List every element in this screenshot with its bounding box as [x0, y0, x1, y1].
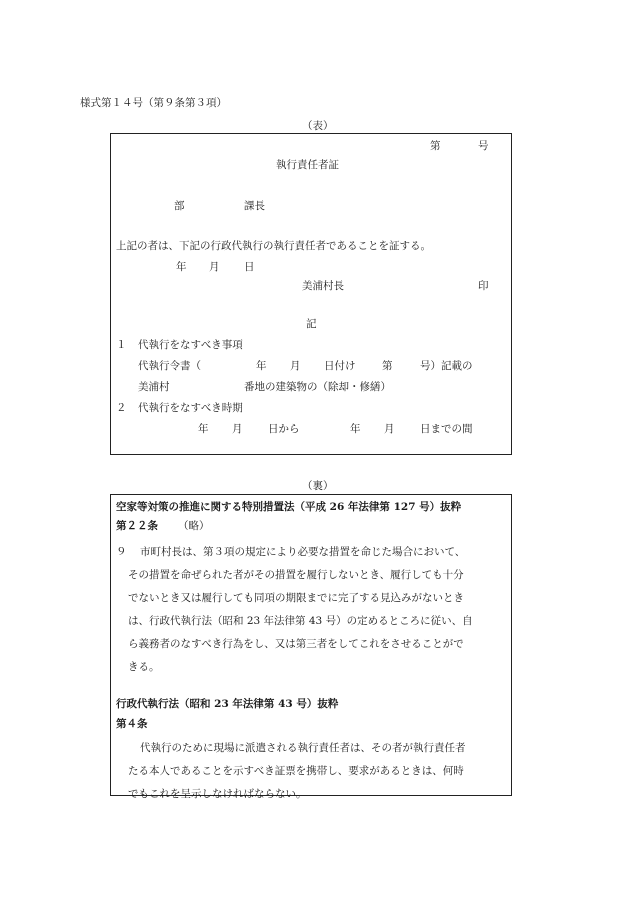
law2-para-line: たる本人であることを示すべき証票を携帯し、要求があるときは、何時 [128, 765, 464, 777]
law2-para-line: 代執行のために現場に派遣される執行責任者は、その者が執行責任者 [140, 742, 466, 754]
number-suffix: 号 [478, 140, 489, 152]
law1-para-line: その措置を命ぜられた者がその措置を履行しないとき、履行しても十分 [128, 569, 464, 581]
date-day: 日 [244, 261, 255, 273]
item1-line1-e: 第 [382, 360, 393, 372]
item1-title: 代執行をなすべき事項 [138, 339, 243, 351]
law1-title: 空家等対策の推進に関する特別措置法（平成 26 年法律第 127 号）抜粋 [116, 501, 462, 513]
item1-line2-a: 美浦村 [138, 381, 170, 393]
item1-number: １ [116, 339, 127, 351]
item2-title: 代執行をなすべき時期 [138, 402, 243, 414]
issuer-name: 美浦村長 [302, 280, 344, 292]
item2-line-e: 月 [384, 423, 395, 435]
law1-article-note: （略） [178, 520, 210, 532]
law2-para-line: でもこれを呈示しなければならない。 [128, 788, 307, 800]
date-year: 年 [176, 261, 187, 273]
item1-line1-b: 年 [256, 360, 267, 372]
law2-title: 行政代執行法（昭和 23 年法律第 43 号）抜粋 [116, 698, 339, 710]
item1-line1-a: 代執行令書（ [138, 360, 201, 372]
law1-para-line: きる。 [128, 661, 160, 673]
item2-line-c: 日から [268, 423, 300, 435]
item1-line1-c: 月 [290, 360, 301, 372]
date-month: 月 [209, 261, 220, 273]
form-number: 様式第１４号（第９条第３項） [80, 97, 227, 109]
law1-para-line: でないとき又は履行しても同項の期限までに完了する見込みがないとき [128, 592, 464, 604]
law1-article: 第２２条 [116, 520, 158, 532]
law1-para-number: ９ [116, 546, 127, 558]
back-side-label: （裏） [302, 480, 334, 492]
item1-line1-f: 号）記載の [420, 360, 473, 372]
ki-heading: 記 [306, 318, 317, 330]
seal-mark: 印 [478, 280, 489, 292]
item2-line-f: 日までの間 [420, 423, 473, 435]
item2-line-a: 年 [198, 423, 209, 435]
law1-para-line: は、行政代執行法（昭和 23 年法律第 43 号）の定めるところに従い、自 [128, 615, 473, 627]
item2-line-b: 月 [232, 423, 243, 435]
section-chief-label: 課長 [244, 200, 265, 212]
law1-paragraph [128, 541, 508, 679]
certify-statement: 上記の者は、下記の行政代執行の執行責任者であることを証する。 [116, 240, 431, 252]
item1-line2-b: 番地の建築物の（除却・修繕） [244, 381, 391, 393]
number-prefix: 第 [430, 140, 441, 152]
law2-paragraph [128, 737, 508, 806]
item2-number: ２ [116, 402, 127, 414]
item2-line-d: 年 [350, 423, 361, 435]
law1-para-line: 市町村長は、第３項の規定により必要な措置を命じた場合において、 [140, 546, 466, 558]
law1-para-line: ら義務者のなすべき行為をし、又は第三者をしてこれをさせることがで [128, 638, 464, 650]
dept-label: 部 [174, 200, 185, 212]
law2-article: 第４条 [116, 718, 148, 730]
front-side-label: （表） [302, 120, 334, 132]
item1-line1-d: 日付け [324, 360, 356, 372]
certificate-title: 執行責任者証 [276, 159, 339, 171]
